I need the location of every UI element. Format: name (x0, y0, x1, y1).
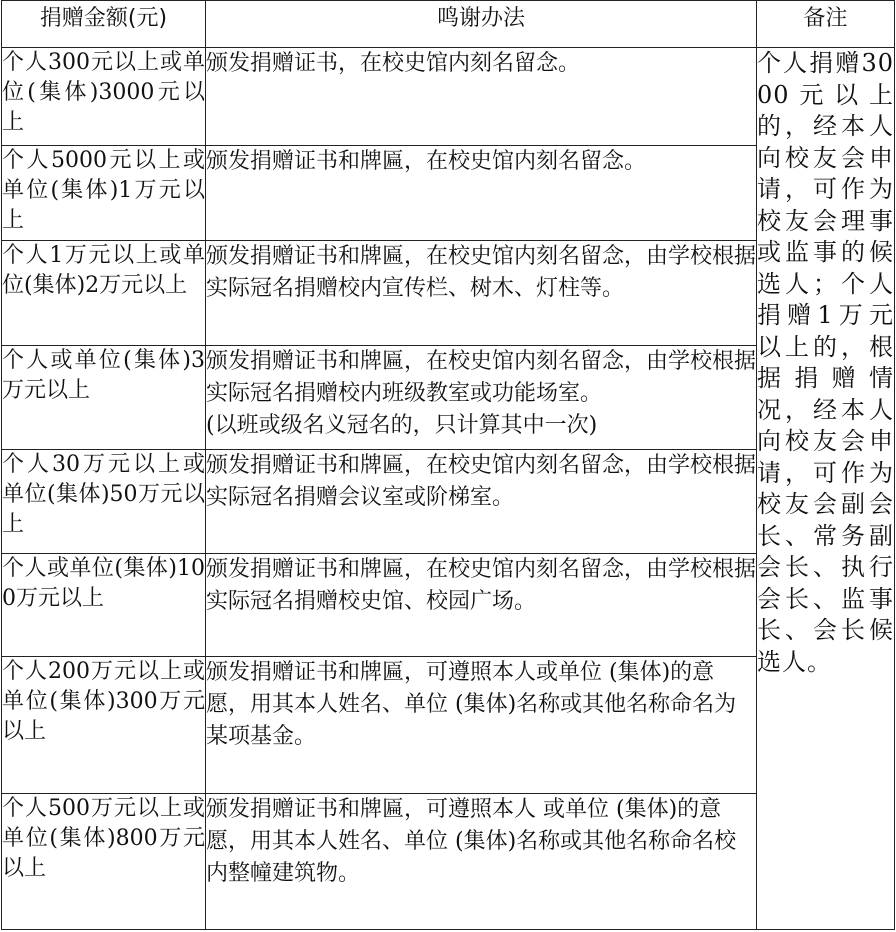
method-cell (206, 657, 757, 793)
method-text: 颁发捐赠证书和牌匾，在校史馆内刻名留念。 (206, 149, 647, 175)
method-text: 颁发捐赠证书和牌匾，在校史馆内刻名留念，由学校根据实际冠名捐赠校内宣传栏、树木、灯柱等。 (206, 244, 757, 302)
header-row (2, 1, 895, 48)
method-text: 颁发捐赠证书和牌匾，在校史馆内刻名留念，由学校根据实际冠名捐赠校史馆、校园广场。 (206, 557, 757, 615)
amount-cell: 个人或单位(集体)3万元以上 (2, 345, 206, 449)
note-cell: 个人捐赠3000元以上的，经本人向校友会申请，可作为校友会理事或监事的候选人；个人捐赠1万元以上的，根据捐赠情况，经本人向校友会申请，可作为校友会副会长、常务副会长、执行会长、监事长、会长候选人。 (757, 48, 895, 930)
donation-table (1, 0, 895, 930)
method-cell (206, 345, 757, 449)
method-text: 颁发捐赠证书和牌匾，可遵照本人或单位 (集体)的意愿，用其本人姓名、单位 (集体)名称或其他名称命名为某项基金。 (206, 660, 737, 750)
method-cell (206, 241, 757, 345)
amount-cell: 个人5000元以上或单位(集体)1万元以上 (2, 146, 206, 241)
header-method: 鸣谢办法 (206, 1, 757, 48)
header-note: 备注 (757, 1, 895, 48)
method-note-text: (以班或级名义冠名的，只计算其中一次) (206, 412, 598, 438)
amount-cell: 个人200万元以上或单位(集体)300万元以上 (2, 657, 206, 793)
amount-cell: 个人30万元以上或单位(集体)50万元以上 (2, 449, 206, 553)
method-text: 颁发捐赠证书和牌匾，在校史馆内刻名留念，由学校根据实际冠名捐赠校内班级教室或功能场室。 (206, 348, 757, 406)
method-text: 颁发捐赠证书，在校史馆内刻名留念。 (206, 51, 581, 76)
method-cell (206, 449, 757, 553)
table-row (2, 48, 895, 146)
method-cell (206, 793, 757, 929)
method-cell (206, 48, 757, 146)
method-text: 颁发捐赠证书和牌匾，在校史馆内刻名留念，由学校根据实际冠名捐赠会议室或阶梯室。 (206, 452, 757, 510)
amount-cell: 个人300元以上或单位(集体)3000元以上 (2, 48, 206, 146)
amount-cell: 个人500万元以上或单位(集体)800万元以上 (2, 793, 206, 929)
method-cell (206, 554, 757, 657)
method-text: 颁发捐赠证书和牌匾，可遵照本人 或单位 (集体)的意愿，用其本人姓名、单位 (集体)名称或其他名称命名校内整幢建筑物。 (206, 796, 737, 886)
amount-cell: 个人或单位(集体)100万元以上 (2, 554, 206, 657)
amount-cell: 个人1万元以上或单位(集体)2万元以上 (2, 241, 206, 345)
header-amount: 捐赠金额(元) (2, 1, 206, 48)
method-cell (206, 146, 757, 241)
